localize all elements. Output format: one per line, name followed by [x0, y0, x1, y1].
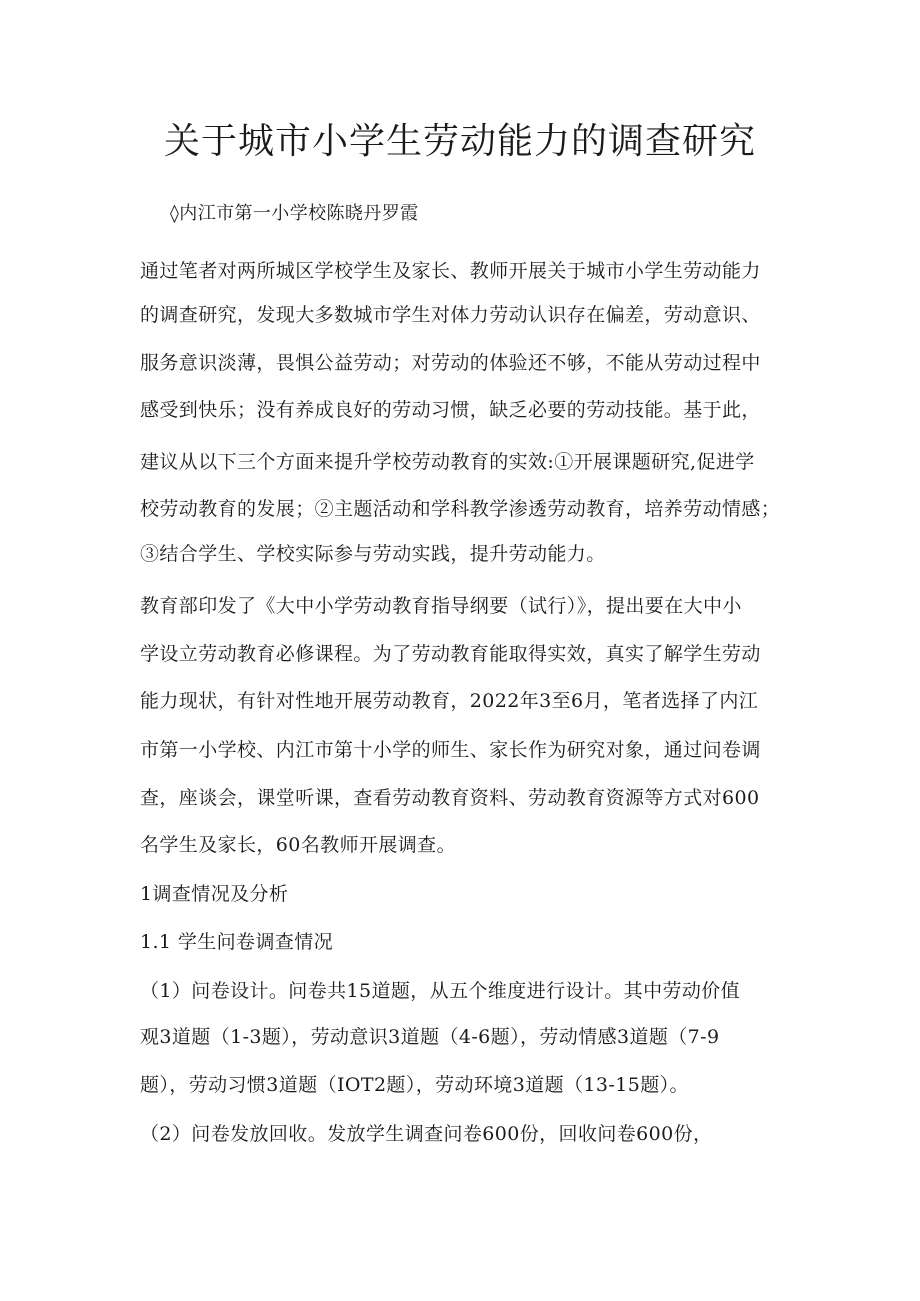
abstract-line: 建议从以下三个方面来提升学校劳动教育的实效:①开展课题研究,促进学: [140, 451, 755, 473]
section-heading: 1调查情况及分析: [140, 883, 289, 905]
item-line: 题），劳动习惯3道题（IOT2题），劳动环境3道题（13-15题）。: [140, 1074, 689, 1096]
abstract-line: ③结合学生、学校实际参与劳动实践，提升劳动能力。: [140, 543, 606, 565]
item-line: （2）问卷发放回收。发放学生调查问卷600份，回收问卷600份，: [140, 1123, 713, 1145]
abstract-line: 校劳动教育的发展；②主题活动和学科教学渗透劳动教育，培养劳动情感；: [140, 498, 781, 520]
intro-line: 学设立劳动教育必修课程。为了劳动教育能取得实效，真实了解学生劳动: [140, 643, 761, 665]
abstract-line: 的调查研究，发现大多数城市学生对体力劳动认识存在偏差，劳动意识、: [140, 304, 761, 326]
intro-line: 教育部印发了《大中小学劳动教育指导纲要（试行）》，提出要在大中小: [140, 595, 742, 617]
item-line: （1）问卷设计。问卷共15道题，从五个维度进行设计。其中劳动价值: [140, 980, 741, 1002]
subsection-heading: 1.1 学生问卷调查情况: [140, 931, 334, 953]
abstract-line: 服务意识淡薄，畏惧公益劳动；对劳动的体验还不够，不能从劳动过程中: [140, 352, 761, 374]
intro-line: 能力现状，有针对性地开展劳动教育，2022年3至6月，笔者选择了内江: [140, 690, 759, 712]
item-line: 观3道题（1-3题），劳动意识3道题（4-6题），劳动情感3道题（7-9: [140, 1026, 720, 1048]
author-line: ◊内江市第一小学校陈晓丹罗霞: [170, 203, 419, 224]
intro-line: 名学生及家长，60名教师开展调查。: [140, 834, 456, 856]
intro-line: 市第一小学校、内江市第十小学的师生、家长作为研究对象，通过问卷调: [140, 739, 761, 761]
document-title: 关于城市小学生劳动能力的调查研究: [163, 121, 756, 162]
intro-line: 查，座谈会，课堂听课，查看劳动教育资料、劳动教育资源等方式对600: [140, 787, 760, 809]
abstract-line: 通过笔者对两所城区学校学生及家长、教师开展关于城市小学生劳动能力: [140, 260, 761, 282]
abstract-line: 感受到快乐；没有养成良好的劳动习惯，缺乏必要的劳动技能。基于此，: [140, 399, 761, 421]
